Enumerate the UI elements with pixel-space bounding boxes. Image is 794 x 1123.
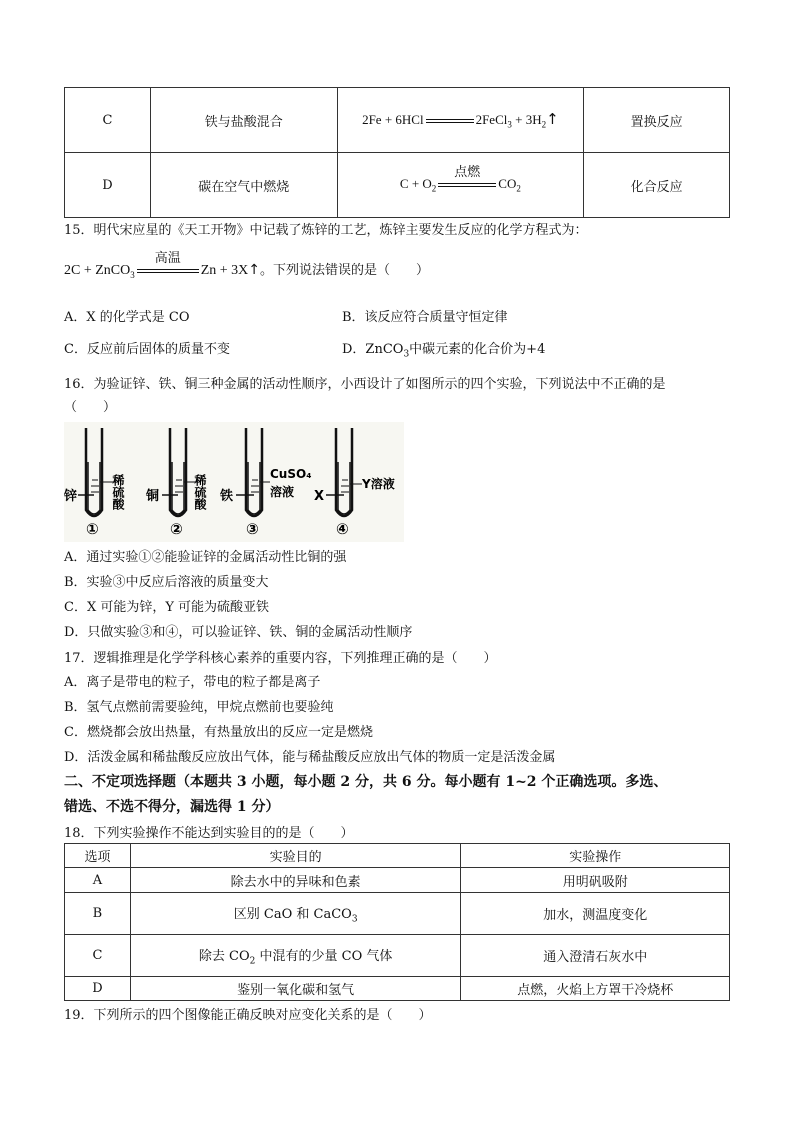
reaction-table (64, 87, 730, 218)
goal-post: 中混有的少量 CO 气体 (255, 948, 393, 964)
eq-sub: 2 (431, 183, 437, 194)
header-goal: 实验目的 (130, 844, 461, 868)
tube2-solution: 稀硫酸 (193, 474, 207, 510)
eq-right: 2FeCl (475, 112, 508, 128)
option-cell: B (65, 893, 131, 935)
type-cell: 化合反应 (584, 153, 730, 218)
experiment-table (64, 843, 730, 1001)
tube2-metal: 铜 (146, 489, 160, 504)
section2-heading-line1: 二、不定项选择题（本题共 3 小题，每小题 2 分，共 6 分。每小题有 1~2 个正确选项。多选、 (64, 774, 668, 790)
operation-cell: 通入澄清石灰水中 (461, 935, 730, 977)
header-operation: 实验操作 (461, 844, 730, 868)
goal-cell: 鉴别一氧化碳和氢气 (130, 977, 461, 1001)
operation-cell: 点燃，火焰上方罩干冷烧杯 (461, 977, 730, 1001)
tube1-metal: 锌 (64, 489, 78, 504)
tube3-num: ③ (246, 520, 259, 538)
goal-sub: 3 (351, 914, 358, 925)
eq-sub: 3 (403, 349, 410, 360)
q15-option-a: A．X 的化学式是 CO (64, 310, 190, 325)
option-cell: C (65, 88, 151, 153)
option-cell: A (65, 868, 131, 893)
eq-left: 2C + ZnCO (64, 263, 131, 278)
table-row (65, 153, 730, 218)
tube1-num: ① (86, 520, 99, 538)
table-header-row (65, 844, 730, 868)
q17-option-b: B．氢气点燃前需要验纯，甲烷点燃前也要验纯 (64, 700, 334, 715)
tube3-solution-line2: 溶液 (270, 485, 295, 499)
q17-option-a: A．离子是带电的粒子，带电的粒子都是离子 (64, 675, 321, 690)
tube4-metal: X (314, 489, 325, 504)
eq-right2: + 3H (511, 112, 542, 128)
eq-sub: 2 (541, 119, 547, 130)
section2-heading-line2: 错选、不选不得分，漏选得 1 分） (64, 799, 280, 815)
goal-sub: 2 (249, 956, 256, 967)
option-d-post: 中碳元素的化合价为+4 (409, 342, 546, 357)
q15-equation (64, 250, 430, 280)
q19-stem: 19．下列所示的四个图像能正确反映对应变化关系的是（ ） (64, 1008, 432, 1023)
goal-cell (130, 935, 461, 977)
table-row (65, 977, 730, 1001)
q15-stem: 15．明代宋应星的《天工开物》中记载了炼锌的工艺，炼锌主要发生反应的化学方程式为： (64, 223, 588, 238)
gas-arrow: ↑ (546, 110, 559, 129)
eq-right: CO (498, 176, 517, 192)
tube1-solution: 稀硫酸 (111, 474, 125, 510)
q16-option-d: D．只做实验③和④，可以验证锌、铁、铜的金属活动性顺序 (64, 625, 413, 640)
q16-stem: 16．为验证锌、铁、铜三种金属的活动性顺序，小西设计了如图所示的四个实验，下列说法中不正确的是 (64, 377, 666, 392)
type-cell: 置换反应 (584, 88, 730, 153)
table-row (65, 868, 730, 893)
gas-arrow: ↑ (248, 262, 261, 278)
table-row (65, 88, 730, 153)
test-tubes-figure (64, 422, 404, 542)
condition-label: 点燃 (454, 165, 481, 181)
q18-stem: 18．下列实验操作不能达到实验目的的是（ ） (64, 826, 354, 841)
q15-tail: 。下列说法错误的是（ ） (260, 263, 430, 278)
q15-option-c: C．反应前后固体的质量不变 (64, 342, 230, 357)
equation-cell (337, 88, 584, 153)
q17-stem: 17．逻辑推理是化学学科核心素养的重要内容，下列推理正确的是（ ） (64, 651, 497, 666)
option-cell: D (65, 977, 131, 1001)
eq-sub: 3 (130, 269, 135, 280)
tube2-num: ② (170, 520, 183, 538)
tube3-solution-line1: CuSO₄ (270, 467, 312, 481)
equals-sign (438, 165, 496, 192)
goal-pre: 除去 CO (198, 948, 250, 964)
eq-left: C + O (399, 176, 432, 192)
option-cell: C (65, 935, 131, 977)
header-option: 选项 (65, 844, 131, 868)
eq-left: 2Fe + 6HCl (362, 112, 424, 128)
q17-option-d: D．活泼金属和稀盐酸反应放出气体，能与稀盐酸反应放出气体的物质一定是活泼金属 (64, 750, 556, 765)
option-cell: D (65, 153, 151, 218)
equals-sign (137, 250, 199, 278)
q17-option-c: C．燃烧都会放出热量，有热量放出的反应一定是燃烧 (64, 725, 373, 740)
tube4-solution: Y溶液 (362, 477, 395, 491)
equals-sign (426, 114, 474, 128)
q16-option-c: C．X 可能为锌，Y 可能为硫酸亚铁 (64, 600, 270, 615)
operation-cell: 加水，测温度变化 (461, 893, 730, 935)
desc-cell: 铁与盐酸混合 (150, 88, 337, 153)
table-row (65, 935, 730, 977)
q16-option-b: B．实验③中反应后溶液的质量变大 (64, 575, 269, 590)
option-d-pre: D．ZnCO (342, 342, 404, 357)
q15-option-b: B．该反应符合质量守恒定律 (342, 310, 508, 325)
eq-sub: 2 (516, 183, 521, 194)
q15-option-d (342, 338, 545, 360)
eq-sub: 3 (507, 119, 512, 130)
tube3-metal: 铁 (220, 489, 234, 504)
desc-cell: 碳在空气中燃烧 (150, 153, 337, 218)
q16-option-a: A．通过实验①②能验证锌的金属活动性比铜的强 (64, 550, 347, 565)
operation-cell: 用明矾吸附 (461, 868, 730, 893)
tube4-num: ④ (336, 520, 349, 538)
goal-cell (130, 893, 461, 935)
goal-cell: 除去水中的异味和色素 (130, 868, 461, 893)
q16-paren: （ ） (64, 400, 117, 415)
condition-label: 高温 (154, 250, 181, 266)
table-row (65, 893, 730, 935)
equation-cell (337, 153, 584, 218)
goal-pre: 区别 CaO 和 CaCO (233, 906, 352, 922)
eq-right: Zn + 3X (200, 263, 249, 278)
